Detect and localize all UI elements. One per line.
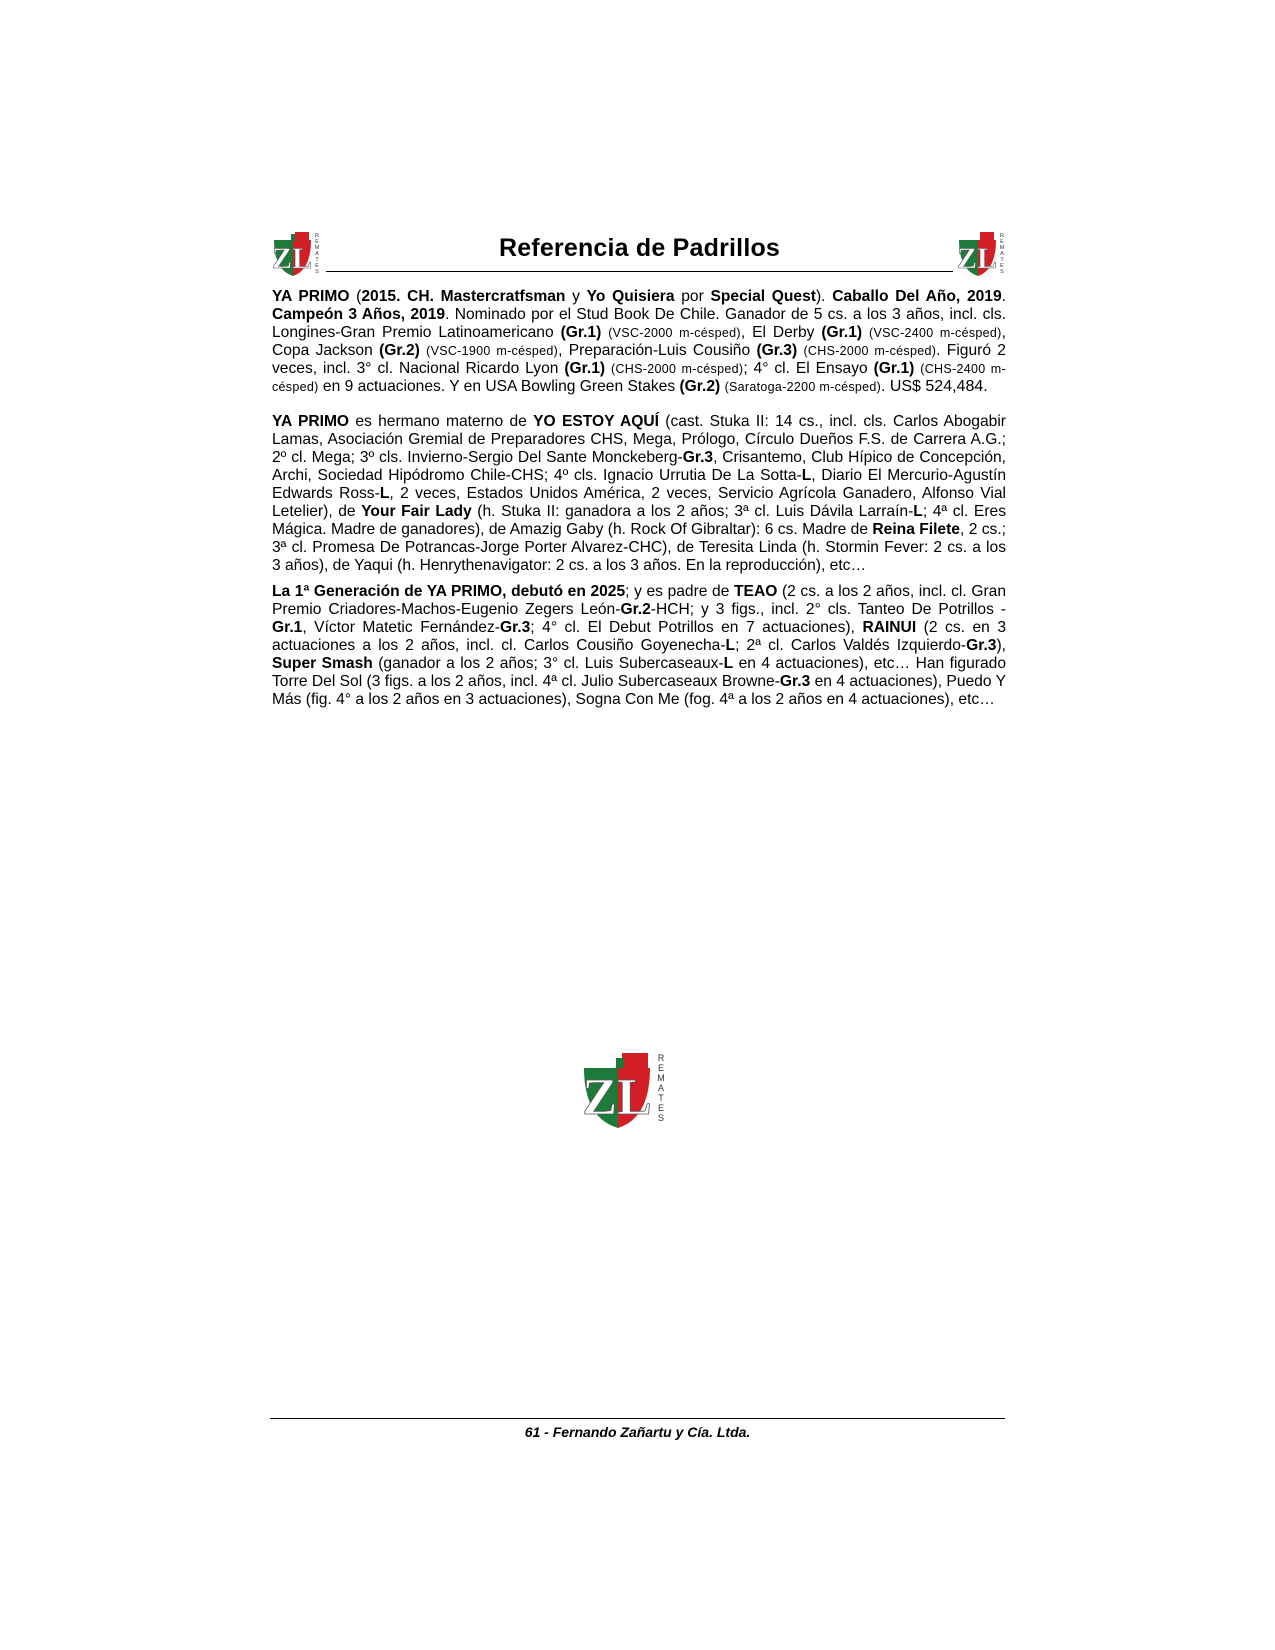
svg-text:A: A [1000, 251, 1004, 257]
paragraph-first-generation: La 1ª Generación de YA PRIMO, debutó en 2025; y es padre de TEAO (2 cs. a los 2 años, incl. cl. Gran Premio Criadores-Machos-Eugenio Zegers León-Gr.2-HCH; y 3 figs., incl. 2° cls. Tanteo De Potrillos -Gr.1, Víctor Matetic Fernández-Gr.3; 4° cl. El Debut Potrillos en 7 actuaciones), RAINUI (2 cs. en 3 actuaciones a los 2 años, incl. cl. Carlos Cousiño Goyenecha-L; 2ª cl. Carlos Valdés Izquierdo-Gr.3), Super Smash (ganador a los 2 años; 3° cl. Luis Subercaseaux-L en 4 actuaciones), etc… Han figurado Torre Del Sol (3 figs. a los 2 años, incl. 4ª cl. Julio Subercaseaux Browne-Gr.3 en 4 actuaciones), Puedo Y Más (fig. 4° a los 2 años en 3 actuaciones), Sogna Con Me (fog. 4ª a los 2 años en 4 actuaciones), etc… [272, 583, 1007, 708]
svg-text:T: T [315, 257, 319, 263]
svg-text:M: M [657, 1073, 665, 1083]
title-underline [326, 271, 953, 272]
zl-remates-logo [956, 230, 1008, 278]
svg-text:E: E [315, 239, 319, 245]
paragraph-siblings: YA PRIMO es hermano materno de YO ESTOY AQUÍ (cast. Stuka II: 14 cs., incl. cls. Carlos Abogabir Lamas, Asociación Gremial de Preparadores CHS, Mega, Prólogo, Círculo Dueños F.S. de Carrera A.G.; 2º cl. Mega; 3º cls. Invierno-Sergio Del Sante Monckeberg-Gr.3, Crisantemo, Club Hípico de Concepción, Archi, Sociedad Hipódromo Chile-CHS; 4º cls. Ignacio Urrutia De La Sotta-L, Diario El Mercurio-Agustín Edwards Ross-L, 2 veces, Estados Unidos América, 2 veces, Servicio Agrícola Ganadero, Alfonso Vial Letelier), de Your Fair Lady (h. Stuka II: ganadora a los 2 años; 3ª cl. Luis Dávila Larraín-L; 4ª cl. Eres Mágica. Madre de ganadores), de Amazig Gaby (h. Rock Of Gibraltar): 6 cs. Madre de Reina Filete, 2 cs.; 3ª cl. Promesa De Potrancas-Jorge Porter Alvarez-CHC), de Teresita Linda (h. Stormin Fever: 2 cs. a los 3 años), de Yaqui (h. Henrythenavigator: 2 cs. a los 3 años. En la reproducción), etc… [272, 413, 1007, 574]
svg-text:E: E [1000, 239, 1004, 245]
page-header [271, 228, 1008, 278]
svg-text:A: A [657, 1083, 665, 1093]
page-title: Referencia de Padrillos [498, 234, 781, 262]
svg-text:R: R [1000, 233, 1004, 239]
zl-remates-logo [271, 230, 323, 278]
svg-text:ZL: ZL [956, 242, 998, 275]
svg-text:E: E [1000, 263, 1004, 269]
footer-divider [270, 1418, 1005, 1419]
svg-text:E: E [657, 1063, 665, 1073]
stallion-reference-body [272, 288, 1006, 726]
svg-text:S: S [657, 1113, 665, 1123]
svg-text:A: A [315, 251, 319, 257]
svg-text:T: T [1000, 257, 1004, 263]
svg-text:S: S [1000, 269, 1004, 275]
svg-text:E: E [657, 1103, 665, 1113]
svg-text:M: M [999, 245, 1005, 251]
svg-text:E: E [315, 263, 319, 269]
svg-text:R: R [315, 233, 319, 239]
page-footer: 61 - Fernando Zañartu y Cía. Ltda. [524, 1424, 751, 1440]
svg-text:ZL: ZL [271, 242, 313, 275]
svg-text:M: M [314, 245, 320, 251]
svg-text:ZL: ZL [582, 1069, 652, 1126]
svg-text:T: T [658, 1093, 664, 1103]
svg-text:R: R [657, 1053, 665, 1063]
svg-text:S: S [315, 269, 319, 275]
zl-remates-logo-large [580, 1050, 670, 1130]
paragraph-career: YA PRIMO (2015. CH. Mastercratfsman y Yo Quisiera por Special Quest). Caballo Del Año, 2019. Campeón 3 Años, 2019. Nominado por el Stud Book De Chile. Ganador de 5 cs. a los 3 años, incl. cls. Longines-Gran Premio Latinoamericano (Gr.1) (VSC-2000 m-césped), El Derby (Gr.1) (VSC-2400 m-césped), Copa Jackson (Gr.2) (VSC-1900 m-césped), Preparación-Luis Cousiño (Gr.3) (CHS-2000 m-césped). Figuró 2 veces, incl. 3° cl. Nacional Ricardo Lyon (Gr.1) (CHS-2000 m-césped); 4° cl. El Ensayo (Gr.1) (CHS-2400 m-césped) en 9 actuaciones. Y en USA Bowling Green Stakes (Gr.2) (Saratoga-2200 m-césped). US$ 524,484. [272, 288, 1006, 395]
